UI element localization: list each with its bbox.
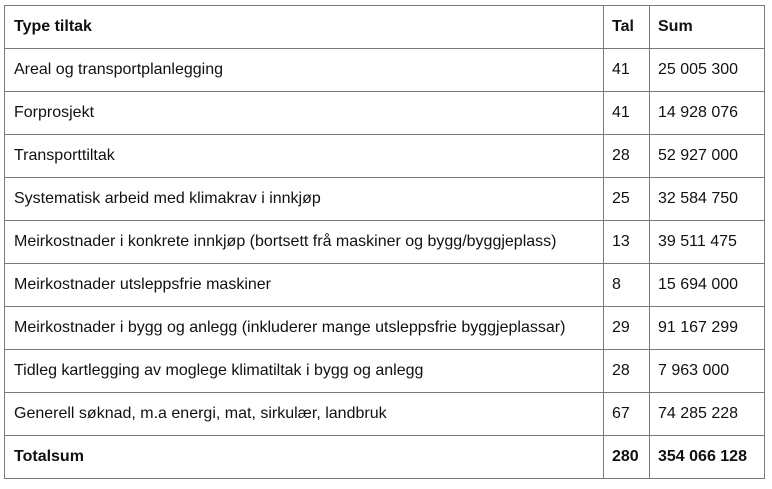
cell-type: Generell søknad, m.a energi, mat, sirkulær, landbruk [5,393,604,436]
funding-table [4,5,765,479]
cell-type: Areal og transportplanlegging [5,49,604,92]
cell-sum: 7 963 000 [650,350,765,393]
header-sum: Sum [650,6,765,49]
cell-sum: 14 928 076 [650,92,765,135]
table-row [5,393,765,436]
cell-type: Meirkostnader i konkrete innkjøp (bortsett frå maskiner og bygg/byggjeplass) [5,221,604,264]
cell-tal: 67 [604,393,650,436]
table-header-row [5,6,765,49]
cell-type: Meirkostnader utsleppsfrie maskiner [5,264,604,307]
cell-sum: 91 167 299 [650,307,765,350]
table-row [5,135,765,178]
cell-type: Tidleg kartlegging av moglege klimatiltak i bygg og anlegg [5,350,604,393]
cell-sum: 32 584 750 [650,178,765,221]
cell-sum: 74 285 228 [650,393,765,436]
cell-tal: 28 [604,135,650,178]
table-row [5,307,765,350]
cell-tal: 25 [604,178,650,221]
header-type-tiltak: Type tiltak [5,6,604,49]
cell-sum: 52 927 000 [650,135,765,178]
cell-tal: 41 [604,92,650,135]
cell-sum: 25 005 300 [650,49,765,92]
table-container [4,5,764,479]
table-row [5,178,765,221]
cell-tal: 41 [604,49,650,92]
cell-type: Transporttiltak [5,135,604,178]
cell-tal: 13 [604,221,650,264]
cell-tal: 29 [604,307,650,350]
table-row [5,350,765,393]
total-tal: 280 [604,436,650,479]
header-tal: Tal [604,6,650,49]
cell-tal: 8 [604,264,650,307]
table-total-row [5,436,765,479]
table-row [5,264,765,307]
table-row [5,221,765,264]
cell-type: Meirkostnader i bygg og anlegg (inkluderer mange utsleppsfrie byggjeplassar) [5,307,604,350]
cell-sum: 39 511 475 [650,221,765,264]
table-row [5,49,765,92]
cell-sum: 15 694 000 [650,264,765,307]
total-sum: 354 066 128 [650,436,765,479]
cell-tal: 28 [604,350,650,393]
cell-type: Systematisk arbeid med klimakrav i innkjøp [5,178,604,221]
total-label: Totalsum [5,436,604,479]
cell-type: Forprosjekt [5,92,604,135]
table-row [5,92,765,135]
